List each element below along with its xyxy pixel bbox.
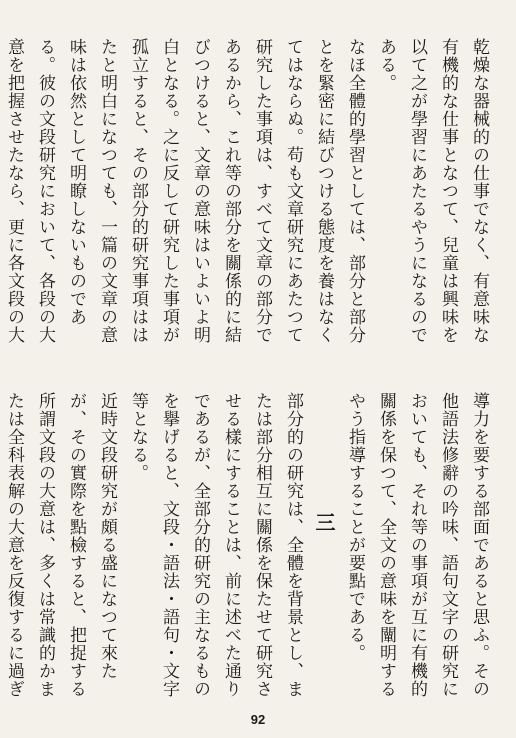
lower-paragraph-3: 近時文段研究が頗る盛になつて來たが、その實際を點檢すると、把捉する所謂文段の大意は、多くは常識的かまたは全科表解の大意を反復するに過ぎ	[4, 392, 117, 698]
upper-paragraph-1: 乾燥な器械的の仕事でなく、有意味な有機的な仕事となつて、兒童は興味を以て之が學習にあたるやうになるのである。	[376, 38, 489, 344]
lower-text-block	[4, 392, 494, 710]
lower-paragraph-1: 導力を要する部面であると思ふ。その他語法修辭の吟味、語句文字の研究においても、それ等の事項が互に有機的關係を保つて、全文の意味を闡明するやう指導することが要點である。	[345, 392, 489, 698]
upper-paragraph-2: なほ全體的學習としては、部分と部分とを緊密に結びつける態度を養はなくてはならぬ。苟も文章研究にあたつて研究した事項は、すべて文章の部分であるから、これ等の部分を關係的に結びつけると、文章の意味はいよいよ明白となる。之に反して研究した事項が孤立すると、その部分的研究事項ははたと明白になつても、一篇の文章の意味は依然として明瞭しないものである。彼の文段研究において、各段の大意を把握させたなら、更に各文段の大	[4, 38, 365, 344]
section-heading: 三	[312, 512, 336, 536]
upper-text-block	[4, 38, 494, 348]
lower-paragraph-2: 部分的の研究は、全體を背景とし、または部分相互に關係を保たせて研究させる樣にすることは、前に述べた通りであるが、全部分的研究の主なるものを擧げると、文段・語法・語句・文字等となる。	[128, 392, 303, 698]
page-number: 92	[250, 712, 266, 727]
